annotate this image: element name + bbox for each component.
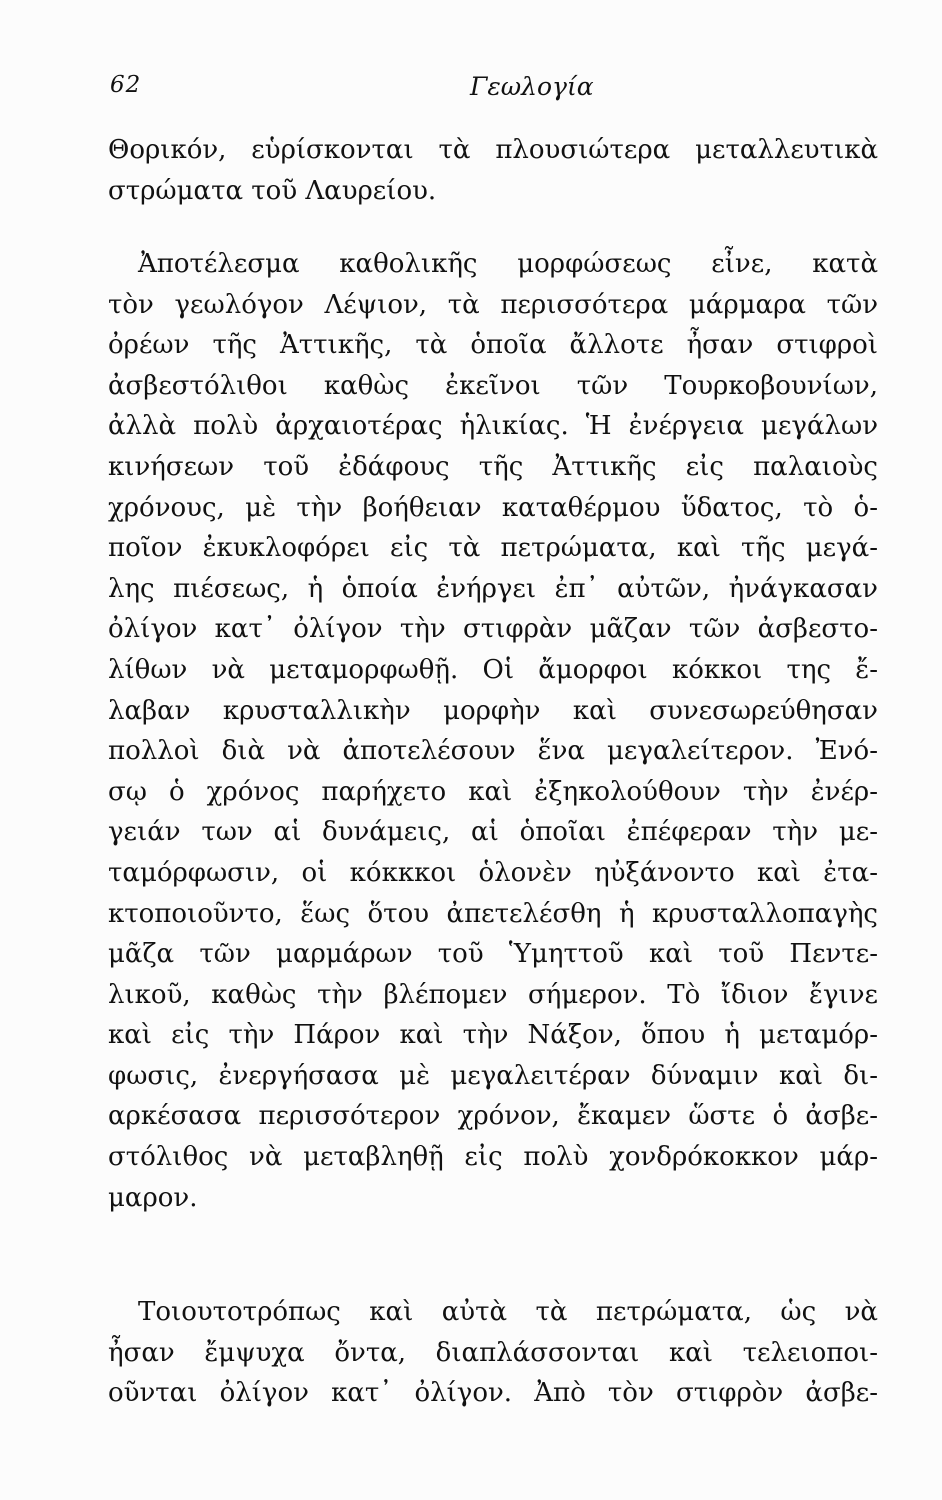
paragraph-3 — [108, 1292, 878, 1414]
text-line: ταμόρφωσιν, οἱ κόκκκοι ὁλονὲν ηὐξάνοντο καὶ ἐτα- — [108, 857, 878, 888]
page-number: 62 — [110, 72, 142, 98]
text-line: σῳ ὁ χρόνος παρήχετο καὶ ἐξηκολούθουν τὴν ἐνέρ- — [108, 776, 878, 807]
text-line: αρκέσασα περισσότερον χρόνον, ἔκαμεν ὥστε ὁ ἀσβε- — [108, 1101, 878, 1132]
text-line: στρώματα τοῦ Λαυρείου. — [108, 175, 437, 206]
text-line: λικοῦ, καθὼς τὴν βλέπομεν σήμερον. Τὸ ἴδιον ἔγινε — [108, 979, 878, 1010]
text-line: Ἀποτέλεσμα καθολικῆς μορφώσεως εἶνε, κατὰ — [138, 249, 878, 279]
text-line: Τοιουτοτρόπως καὶ αὐτὰ τὰ πετρώματα, ὡς νὰ — [138, 1297, 878, 1327]
text-line: Θορικόν, εὑρίσκονται τὰ πλουσιώτερα μεταλλευτικὰ — [108, 135, 878, 165]
text-line: φωσις, ἐνεργήσασα μὲ μεγαλειτέραν δύναμιν καὶ δι- — [108, 1060, 878, 1091]
text-line: τὸν γεωλόγον Λέψιον, τὰ περισσότερα μάρμαρα τῶν — [108, 289, 878, 320]
text-line: ἦσαν ἔμψυχα ὄντα, διαπλάσσονται καὶ τελειοποι- — [108, 1337, 878, 1368]
text-line: στόλιθος νὰ μεταβληθῇ εἰς πολὺ χονδρόκοκκον μάρ- — [108, 1142, 878, 1173]
text-line: ὀλίγον κατ᾽ ὀλίγον τὴν στιφρὰν μᾶζαν τῶν ἀσβεστο- — [108, 614, 878, 645]
text-line: ἀλλὰ πολὺ ἀρχαιοτέρας ἡλικίας. Ἡ ἐνέργεια μεγάλων — [108, 411, 878, 442]
text-line: οῦνται ὀλίγον κατ᾽ ὀλίγον. Ἀπὸ τὸν στιφρὸν ἀσβε- — [108, 1378, 878, 1409]
text-line: κτοποιοῦντο, ἕως ὅτου ἀπετελέσθη ἡ κρυσταλλοπαγὴς — [108, 898, 878, 929]
running-title: Γεωλογία — [470, 72, 594, 101]
paragraph-1 — [108, 130, 878, 211]
text-line: ἀσβεστόλιθοι καθὼς ἐκεῖνοι τῶν Τουρκοβουνίων, — [108, 370, 878, 401]
page-header — [110, 72, 880, 112]
text-line: γειάν των αἱ δυνάμεις, αἱ ὁποῖαι ἐπέφεραν τὴν με- — [108, 817, 878, 848]
text-line: πολλοὶ διὰ νὰ ἀποτελέσουν ἕνα μεγαλείτερον. Ἐνό- — [108, 736, 878, 767]
text-line: λης πιέσεως, ἡ ὁποία ἐνήργει ἐπ᾽ αὐτῶν, ἠνάγκασαν — [108, 573, 878, 604]
text-line: κινήσεων τοῦ ἐδάφους τῆς Ἀττικῆς εἰς παλαιοὺς — [108, 451, 878, 482]
text-line: χρόνους, μὲ τὴν βοήθειαν καταθέρμου ὕδατος, τὸ ὁ- — [108, 492, 878, 523]
text-line: ποῖον ἐκυκλοφόρει εἰς τὰ πετρώματα, καὶ τῆς μεγά- — [108, 533, 878, 564]
paragraph-2 — [108, 244, 878, 1218]
text-line: λίθων νὰ μεταμορφωθῇ. Οἱ ἄμορφοι κόκκοι της ἔ- — [108, 654, 878, 685]
text-line: ὀρέων τῆς Ἀττικῆς, τὰ ὁποῖα ἄλλοτε ἦσαν στιφροὶ — [108, 330, 878, 361]
text-line: μᾶζα τῶν μαρμάρων τοῦ Ὑμηττοῦ καὶ τοῦ Πεντε- — [108, 939, 878, 970]
text-line: λαβαν κρυσταλλικὴν μορφὴν καὶ συνεσωρεύθησαν — [108, 695, 878, 726]
text-line: μαρον. — [108, 1182, 198, 1213]
text-line: καὶ εἰς τὴν Πάρον καὶ τὴν Νάξον, ὅπου ἡ μεταμόρ- — [108, 1020, 878, 1051]
